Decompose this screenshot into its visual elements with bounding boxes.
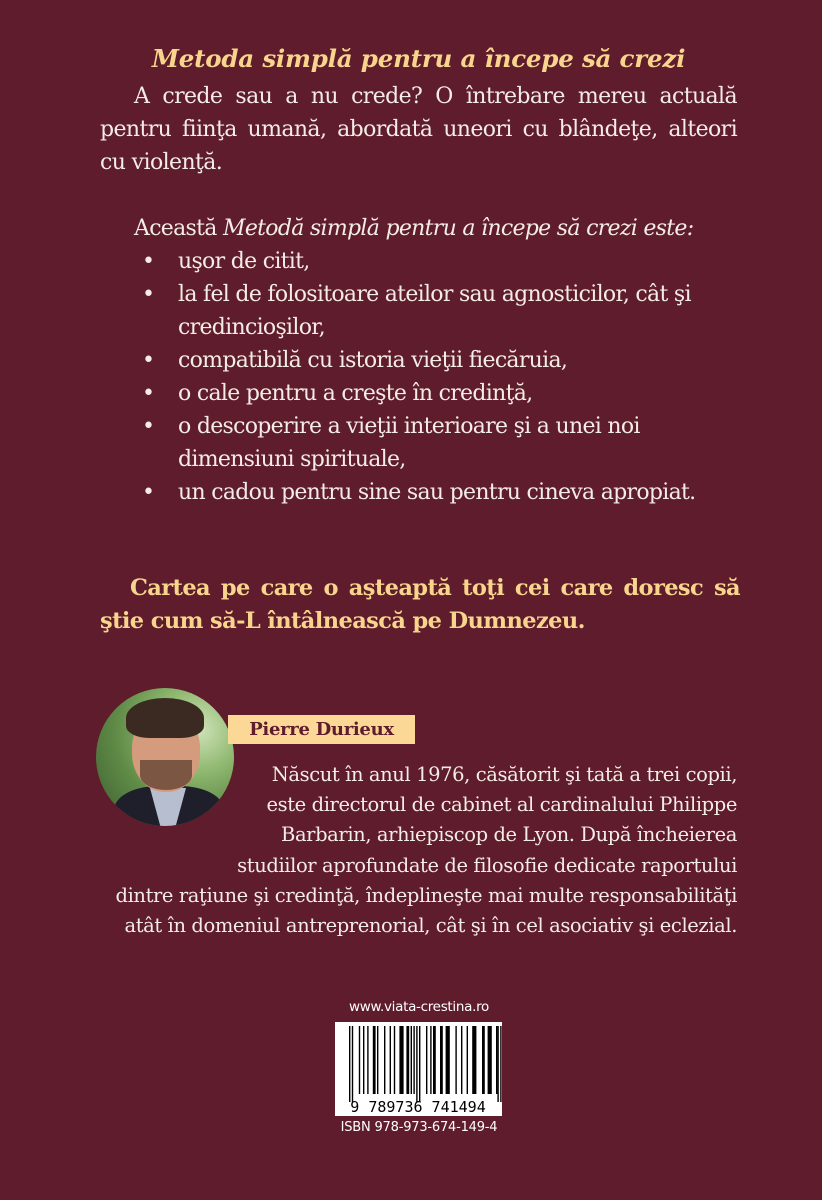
barcode-bar — [373, 1026, 376, 1094]
list-item: • la fel de folositoare ateilor sau agnosticilor, cât şi credincioşilor, — [134, 278, 734, 344]
barcode-bar — [419, 1026, 420, 1102]
barcode-bar — [363, 1026, 364, 1094]
barcode-bar — [413, 1026, 414, 1094]
barcode-bar — [500, 1026, 501, 1102]
barcode-bar — [411, 1026, 412, 1094]
bullet-icon: • — [142, 348, 155, 373]
barcode-bar — [497, 1026, 498, 1102]
barcode-bar — [430, 1026, 431, 1094]
bio-line: studiilor aprofundate de filosofie dedicate raportului — [237, 853, 737, 877]
author-bio — [100, 760, 737, 941]
list-item: • compatibilă cu istoria vieţii fiecăruia, — [134, 344, 734, 377]
publisher-website: www.viata-crestina.ro — [348, 999, 490, 1015]
bio-line: Născut în anul 1976, căsătorit şi tată a trei copii, — [271, 763, 737, 786]
bio-line: este directorul de cabinet al cardinalului Philippe — [266, 793, 737, 817]
list-item: • uşor de citit, — [134, 245, 734, 278]
barcode-bar — [349, 1026, 350, 1102]
barcode-bar — [394, 1026, 395, 1094]
barcode-bar — [446, 1026, 450, 1094]
book-title: Metoda simplă pentru a începe să crezi — [151, 44, 686, 73]
barcode-bar — [377, 1026, 378, 1094]
hair-shape — [126, 698, 204, 738]
barcode-bar — [496, 1026, 497, 1094]
bio-line: Barbarin, arhiepiscop de Lyon. După încheierea — [281, 823, 737, 847]
tagline-text: Cartea pe care o aşteaptă toţi cei care doresc să ştie cum să-L întâlnească pe Dumnezeu. — [100, 575, 740, 634]
barcode-bar — [440, 1026, 443, 1094]
intro-text: A crede sau a nu crede? O întrebare mereu actuală pentru fiinţa umană, abordată uneori cu blândeţe, alteori cu violenţă. — [100, 84, 737, 175]
list-item: • o descoperire a vieţii interioare şi a unei noi dimensiuni spirituale, — [134, 410, 734, 476]
bullet-icon: • — [142, 480, 155, 505]
tagline — [100, 572, 740, 638]
barcode-bar — [406, 1026, 409, 1094]
barcode-bar — [399, 1026, 403, 1094]
barcode-bar — [467, 1026, 468, 1094]
author-name-label: Pierre Durieux — [228, 715, 415, 744]
bullet-icon: • — [142, 282, 155, 307]
bullet-icon: • — [142, 249, 155, 274]
lead-prefix: Această — [134, 216, 223, 241]
bullet-icon: • — [142, 381, 155, 406]
barcode-bar — [416, 1026, 417, 1102]
barcode-bar — [352, 1026, 353, 1102]
feature-list — [134, 245, 734, 509]
barcode-bar — [455, 1026, 456, 1094]
bio-line: atât în domeniul antreprenorial, cât şi în cel asociativ şi eclezial. — [124, 914, 737, 938]
barcode-bar — [367, 1026, 368, 1094]
bio-line: dintre raţiune şi credinţă, îndeplineşte mai multe responsabilităţi — [115, 883, 737, 907]
list-item: • o cale pentru a creşte în credinţă, — [134, 377, 734, 410]
list-item: • un cadou pentru sine sau pentru cineva apropiat. — [134, 476, 734, 509]
barcode-bar — [384, 1026, 385, 1094]
isbn-number: ISBN 978-973-674-149-4 — [340, 1120, 498, 1135]
barcode-bar — [426, 1026, 427, 1094]
lead-sentence — [134, 212, 693, 245]
barcode-bar — [472, 1026, 476, 1094]
barcode-bar — [488, 1026, 492, 1094]
bullet-icon: • — [142, 414, 155, 439]
intro-paragraph — [100, 80, 737, 179]
barcode-bar — [461, 1026, 462, 1094]
barcode-bar — [482, 1026, 485, 1094]
barcode-digits: 9 789736 741494 — [350, 1098, 486, 1116]
barcode-bar — [359, 1026, 360, 1094]
barcode — [335, 1022, 502, 1116]
barcode-graphic — [335, 1022, 502, 1116]
barcode-bar — [390, 1026, 391, 1094]
lead-italic: Metodă simplă pentru a începe să crezi este: — [223, 216, 694, 241]
barcode-bar — [433, 1026, 436, 1094]
